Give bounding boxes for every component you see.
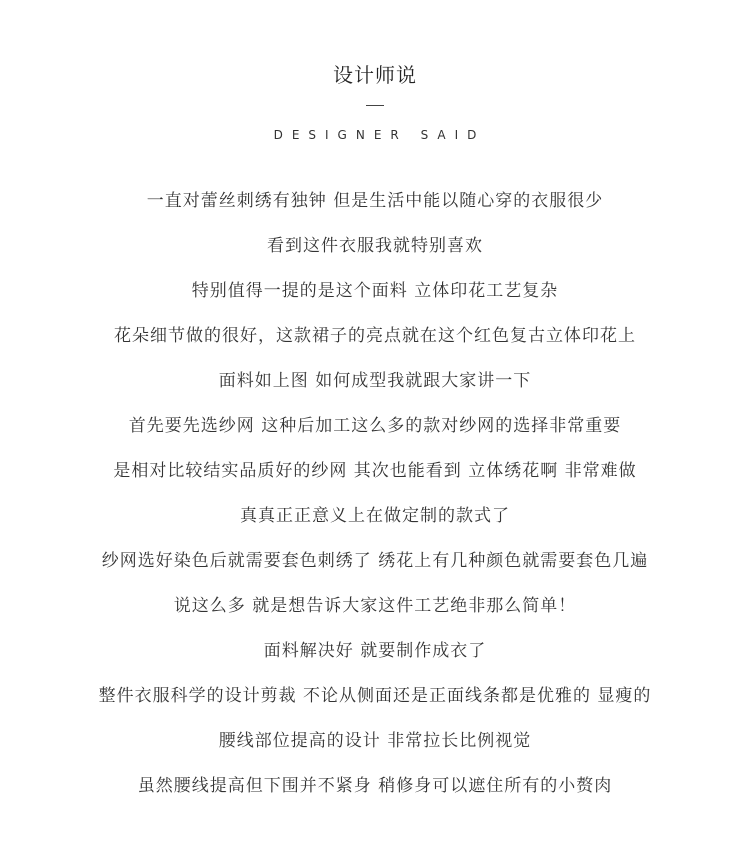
statement-line: 花朵细节做的很好，这款裙子的亮点就在这个红色复古立体印花上 [114, 326, 636, 346]
statement-line: 面料解决好 就要制作成衣了 [263, 641, 487, 661]
statement-line: 看到这件衣服我就特别喜欢 [267, 236, 483, 256]
designer-header [0, 60, 750, 143]
statement-line: 首先要先选纱网 这种后加工这么多的款对纱网的选择非常重要 [128, 416, 622, 436]
designer-statement [0, 186, 750, 816]
statement-line: 纱网选好染色后就需要套色刺绣了 绣花上有几种颜色就需要套色几遍 [101, 551, 649, 571]
statement-line: 特别值得一提的是这个面料 立体印花工艺复杂 [191, 281, 559, 301]
statement-line: 一直对蕾丝刺绣有独钟 但是生活中能以随心穿的衣服很少 [146, 191, 604, 211]
statement-line: 整件衣服科学的设计剪裁 不论从侧面还是正面线条都是优雅的 显瘦的 [98, 686, 652, 706]
statement-line: 腰线部位提高的设计 非常拉长比例视觉 [218, 731, 532, 751]
page-title: 设计师说 [333, 63, 417, 87]
statement-line: 真真正正意义上在做定制的款式了 [240, 506, 510, 526]
statement-line: 面料如上图 如何成型我就跟大家讲一下 [218, 371, 532, 391]
title-divider [366, 105, 384, 106]
statement-line: 说这么多 就是想告诉大家这件工艺绝非那么简单！ [173, 596, 577, 616]
page-subtitle: DESIGNER SAID [273, 128, 486, 142]
statement-line: 虽然腰线提高但下围并不紧身 稍修身可以遮住所有的小赘肉 [137, 776, 613, 796]
statement-line: 是相对比较结实品质好的纱网 其次也能看到 立体绣花啊 非常难做 [113, 461, 637, 481]
